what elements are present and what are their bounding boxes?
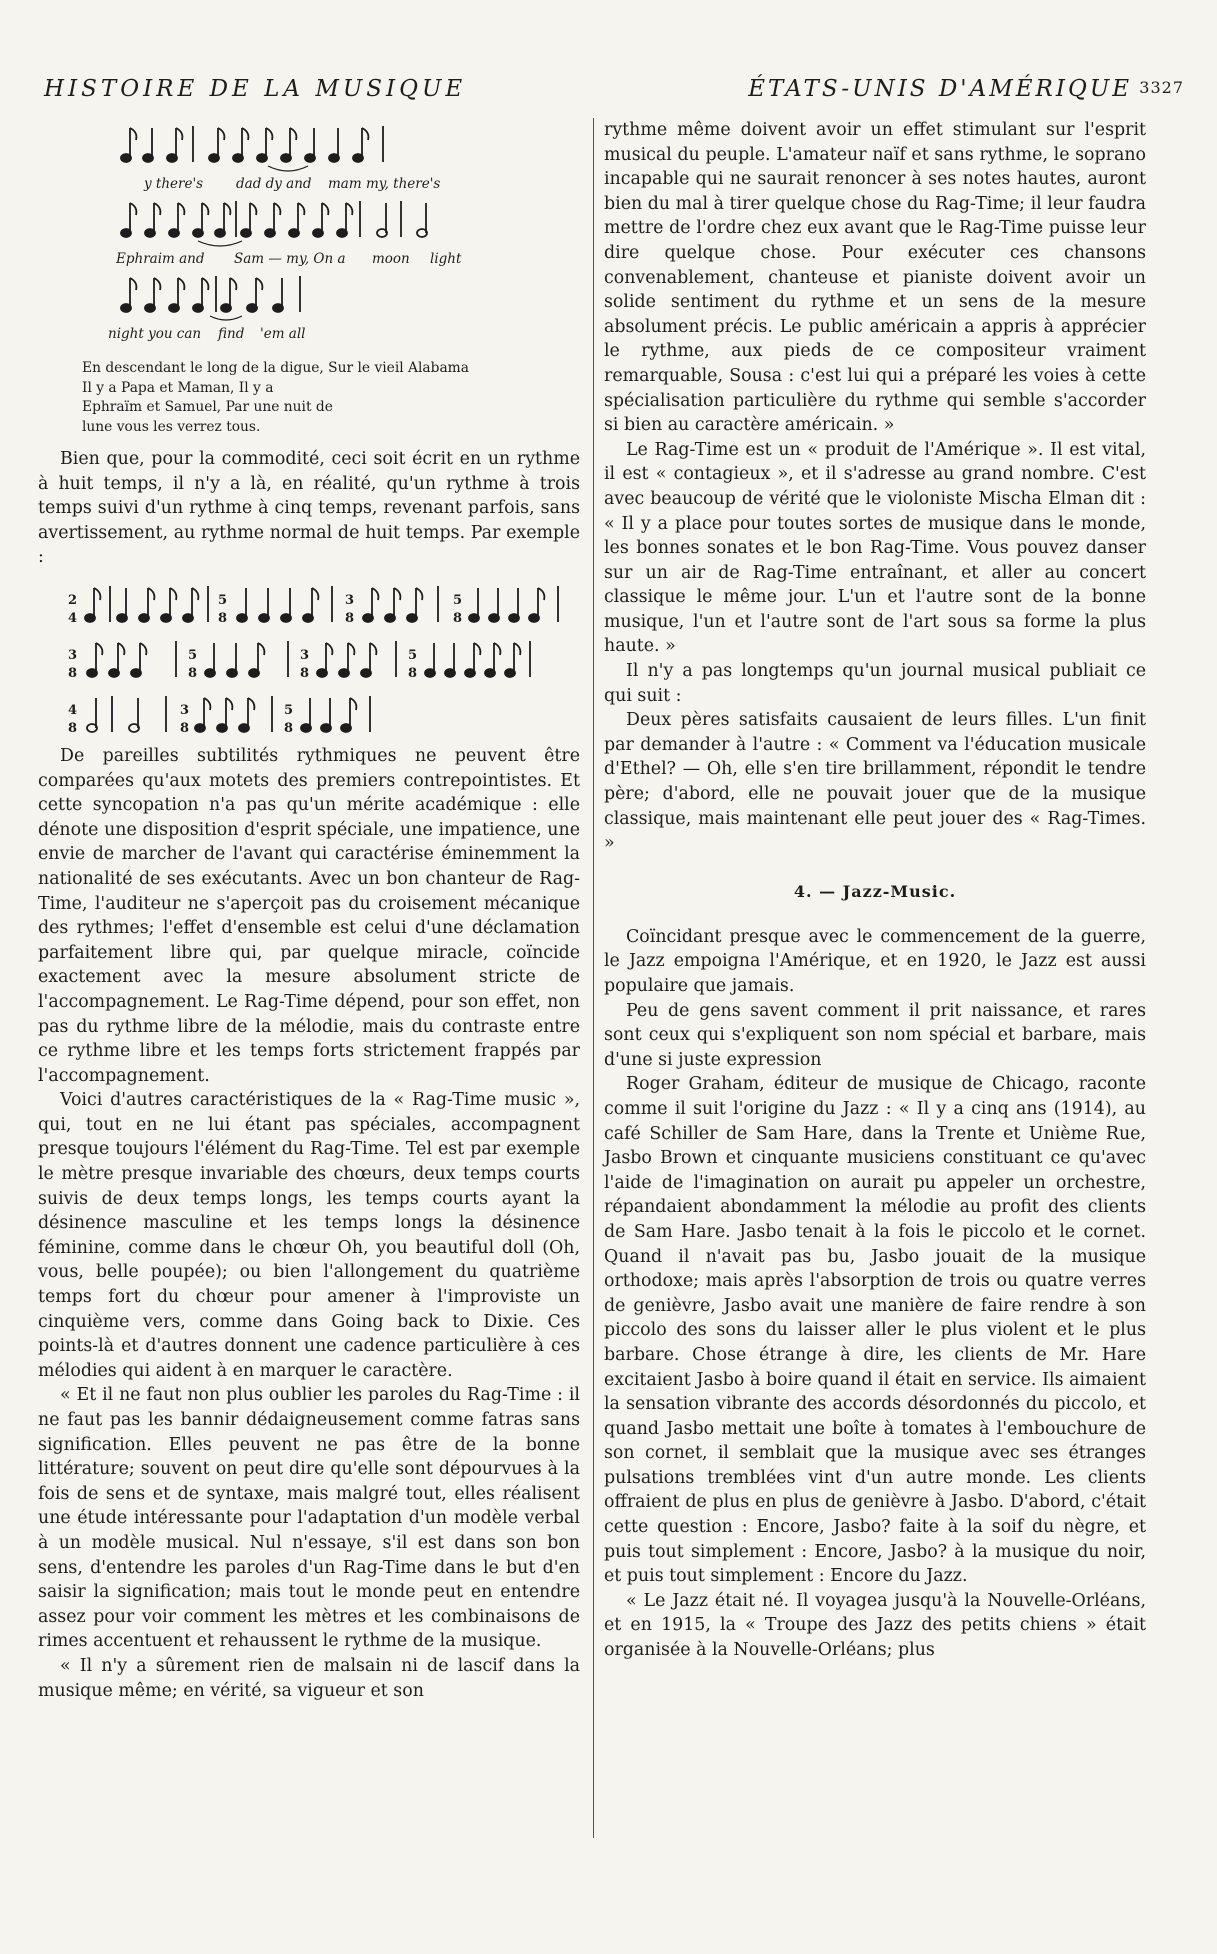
header-right-title: ÉTATS-UNIS D'AMÉRIQUE bbox=[748, 76, 1132, 102]
paragraph: Il n'y a pas longtemps qu'un journal musical publiait ce qui suit : bbox=[604, 661, 1146, 706]
lyric-1-3: mam my, there's bbox=[328, 176, 441, 192]
caption-line: En descendant le long de la digue, Sur le vieil Alabama bbox=[82, 360, 469, 376]
header-left-title: HISTOIRE DE LA MUSIQUE bbox=[44, 76, 467, 102]
time-sig: 8 bbox=[180, 720, 190, 736]
music-notation-rhythm bbox=[38, 574, 580, 738]
time-sig: 5 bbox=[188, 647, 198, 663]
time-sig: 8 bbox=[68, 665, 78, 681]
time-sig: 8 bbox=[284, 720, 294, 736]
time-sig: 4 bbox=[68, 702, 78, 718]
lyric-3-1: night you can bbox=[108, 326, 202, 342]
paragraph: Roger Graham, éditeur de musique de Chicago, raconte comme il suit l'origine du Jazz : « Il y a cinq ans (1914), au café Schiller de Sam Hare, dans la Trente et Unième Rue, Jasbo Brown et cinquante musiciens constituant ce qu'avec l'aide de l'imagination on aurait pu appeler un orchestre, répandaient abondamment la mélodie au profit des clients de Sam Hare. Jasbo tenait à la fois le piccolo et le cornet. Quand il n'avait pas bu, Jasbo jouait de la musique orthodoxe; mais après l'absorption de trois ou quatre verres de genièvre, Jasbo avait une manière de faire rendre à son piccolo des sons du laisser aller le plus violent et le plus barbare. Chose étrange à dire, les clients de Mr. Hare excitaient Jasbo à boire quand il était en service. Ils aimaient la sensation vibrante des accords désordonnés du piccolo, et quand Jasbo mettait une boîte à tomates à l'embouchure de son cornet, il semblait que la musique avec ses étranges pulsations tremblées vint d'un autre monde. Les clients offraient de plus en plus de genièvre à Jasbo. D'abord, c'était cette question : Encore, Jasbo? faite à la soif du nègre, et puis tout simplement : Encore, Jasbo? à la musique du noir, et puis tout simplement : Encore du Jazz. bbox=[604, 1074, 1146, 1587]
lyric-1-1: y there's bbox=[144, 176, 204, 192]
lyric-3-2: find bbox=[218, 326, 245, 342]
time-sig: 8 bbox=[453, 610, 463, 626]
caption-line: Il y a Papa et Maman, Il y a bbox=[82, 379, 274, 396]
time-sig: 5 bbox=[408, 647, 418, 663]
lyric-2-4: light bbox=[430, 251, 462, 267]
time-sig: 3 bbox=[180, 702, 190, 718]
time-sig: 8 bbox=[408, 665, 418, 681]
lyric-3-3: 'em all bbox=[260, 326, 306, 342]
time-sig: 5 bbox=[284, 702, 294, 718]
left-column bbox=[38, 118, 580, 1703]
time-sig: 5 bbox=[453, 592, 463, 608]
paragraph: « Et il ne faut non plus oublier les paroles du Rag-Time : il ne faut pas les bannir dédaigneusement comme fatras sans signification. Elles peuvent ne pas être de la bonne littérature; souvent on peut dire qu'elle sont dépourvues à la fois de sens et de syntaxe, mais malgré tout, elles réalisent une étude intéressante pour l'adaptation d'un modèle verbal à un modèle musical. Nul n'essaye, s'il est dans son bon sens, d'entendre les paroles d'un Rag-Time dans le but d'en saisir la signification; mais tout le monde peut en entendre assez pour voir comment les mètres et les combinaisons de rimes accentuent et rehaussent le rythme de la musique. bbox=[38, 1385, 580, 1652]
paragraph: « Il n'y a sûrement rien de malsain ni de lascif dans la musique même; en vérité, sa vigueur et son bbox=[38, 1655, 580, 1701]
time-sig: 3 bbox=[300, 647, 310, 663]
lyric-2-3: moon bbox=[372, 251, 410, 267]
column-divider bbox=[593, 118, 594, 1838]
time-sig: 8 bbox=[300, 665, 310, 681]
time-sig: 5 bbox=[218, 592, 228, 608]
lyric-1-2: dad dy and bbox=[236, 176, 312, 192]
time-sig: 8 bbox=[68, 720, 78, 736]
paragraph: « Le Jazz était né. Il voyagea jusqu'à la Nouvelle-Orléans, et en 1915, la « Troupe des Jazz des petits chiens » était organisée à la Nouvelle-Orléans; plus bbox=[604, 1590, 1146, 1661]
paragraph: rythme même doivent avoir un effet stimulant sur l'esprit musical du peuple. L'amateur naïf et sans rythme, le soprano incapable qui ne saurait renoncer à ses notes hautes, auront bien du mal à tirer quelque chose du Rag-Time; il leur faudra mettre de l'ordre chez eux avant que le Rag-Time puisse leur dire quelque chose. Pour exécuter ces chansons convenablement, chanteuse et pianiste doivent avoir un solide sentiment du rythme et un sens de la mesure absolument précis. Le public américain a appris à apprécier le rythme, aux pieds de ce compositeur vraiment remarquable, Sousa : c'est lui qui a préparé les voies à cette spécialisation particulière du rythme qui semble s'accorder si bien au caractère américain. » bbox=[604, 120, 1146, 436]
time-sig: 4 bbox=[68, 610, 78, 626]
time-sig: 8 bbox=[218, 610, 228, 626]
paragraph: Bien que, pour la commodité, ceci soit écrit en un rythme à huit temps, il n'y a là, en réalité, qu'un rythme à trois temps suivi d'un rythme à cinq temps, revenant parfois, sans avertissement, au rythme normal de huit temps. Par exemple : bbox=[38, 449, 580, 568]
music-example-melody bbox=[38, 118, 580, 353]
lyric-2-1: Ephraim and bbox=[116, 251, 205, 267]
paragraph: Deux pères satisfaits causaient de leurs filles. L'un finit par demander à l'autre : « Comment va l'éducation musicale d'Ethel? — Oh, elle s'en tire brillamment, répondit le tendre père; d'abord, elle ne pouvait jouer que de la musique classique, mais maintenant elle peut jouer des « Rag-Times. » bbox=[604, 710, 1146, 854]
section-heading: 4. — Jazz-Music. bbox=[793, 881, 957, 901]
music-notation-melody bbox=[38, 118, 580, 353]
right-column bbox=[604, 118, 1146, 1663]
time-sig: 3 bbox=[345, 592, 355, 608]
running-header bbox=[44, 76, 1184, 106]
paragraph: Voici d'autres caractéristiques de la « Rag-Time music », qui, tout en ne lui étant pas spéciales, accompagnent presque toujours l'élément du Rag-Time. Tel est par exemple le mètre presque invariable des chœurs, deux temps courts suivis de deux temps longs, les temps courts ayant la désinence masculine et les temps longs la désinence féminine, comme dans le chœur Oh, you beautiful doll (Oh, vous, belle poupée); ou bien l'allongement du quatrième temps fort du chœur pour amener à l'improviste un cinquième vers, comme dans Going back to Dixie. Ces points-là et d'autres donnent une cadence particulière à ces mélodies qui aident à en marquer le caractère. bbox=[38, 1090, 580, 1381]
page-number: 3327 bbox=[1139, 78, 1184, 97]
caption-line: Ephraïm et Samuel, Par une nuit de bbox=[82, 399, 333, 415]
lyric-2-2: Sam — my, On a bbox=[234, 251, 346, 267]
music-caption bbox=[82, 359, 580, 437]
paragraph: Peu de gens savent comment il prit naissance, et rares sont ceux qui s'expliquent son nom spécial et barbare, mais d'une si juste expression bbox=[604, 1000, 1146, 1070]
paragraph: Le Rag-Time est un « produit de l'Amérique ». Il est vital, il est « contagieux », et il s'adresse au grand nombre. C'est avec beaucoup de vérité que le violoniste Mischa Elman dit : « Il y a place pour toutes sortes de musique dans le monde, les bonnes sonates et le bon Rag-Time. Vous pouvez danser sur un air de Rag-Time entraînant, et aller au concert classique le même jour. L'un et l'autre sont de la bonne musique, l'un et l'autre sont de l'art sous sa forme la plus haute. » bbox=[604, 439, 1146, 657]
time-sig: 8 bbox=[188, 665, 198, 681]
time-sig: 2 bbox=[68, 592, 78, 608]
music-example-rhythm bbox=[38, 574, 580, 738]
paragraph: De pareilles subtilités rythmiques ne peuvent être comparées qu'aux motets des premiers contrepointistes. Et cette syncopation n'a pas qu'un mérite académique : elle dénote une disposition d'esprit spéciale, une impatience, une envie de marcher de l'avant qui caractérise éminemment la nationalité de ses exécutants. Avec un bon chanteur de Rag-Time, l'auditeur ne s'aperçoit pas du croisement mécanique des rythmes; l'effet d'ensemble est celui d'une déclamation parfaitement libre qui, par quelque miracle, coïncide exactement avec la mesure absolument stricte de l'accompagnement. Le Rag-Time dépend, pour son effet, non pas du rythme libre de la mélodie, mais du contraste entre ce rythme libre et les temps forts strictement frappés par l'accompagnement. bbox=[38, 745, 580, 1086]
paragraph: Coïncidant presque avec le commencement de la guerre, le Jazz empoigna l'Amérique, et en 1920, le Jazz est aussi populaire que jamais. bbox=[604, 926, 1146, 996]
time-sig: 8 bbox=[345, 610, 355, 626]
time-sig: 3 bbox=[68, 647, 78, 663]
caption-line: lune vous les verrez tous. bbox=[82, 418, 261, 435]
